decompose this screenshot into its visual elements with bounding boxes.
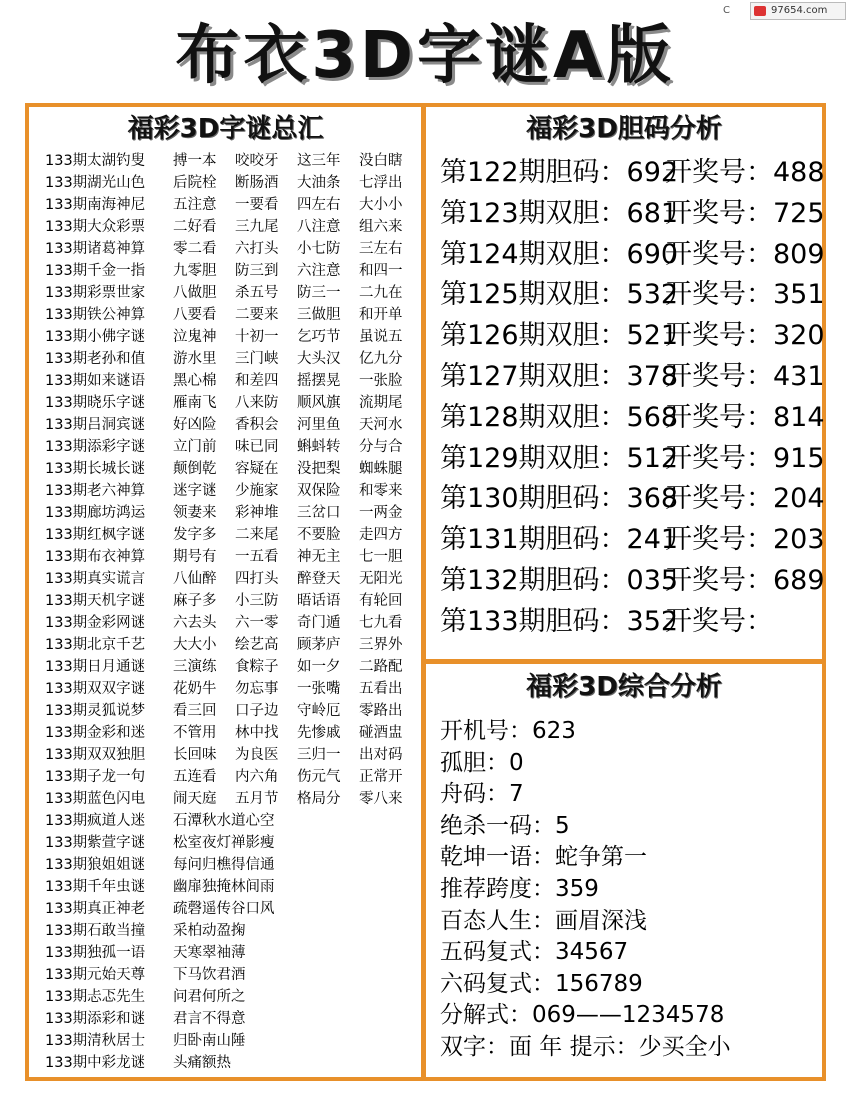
dan-list [440, 153, 824, 643]
dan-code: 第133期胆码：352 [440, 605, 679, 637]
riddle-row [45, 590, 421, 612]
riddle-row [45, 678, 421, 700]
riddle-row [45, 788, 421, 810]
riddle-clue: 先惨戚 [297, 725, 341, 741]
riddle-clue: 头痛额热 [173, 1055, 231, 1071]
riddle-row [45, 722, 421, 744]
riddle-clue: 走四方 [359, 527, 403, 543]
riddle-clue: 杀五号 [235, 285, 279, 301]
riddle-clue: 防三到 [235, 263, 279, 279]
riddle-source: 133期独孤一语 [45, 945, 146, 961]
riddle-clue: 这三年 [297, 153, 341, 169]
riddle-source: 133期大众彩票 [45, 219, 146, 235]
riddle-source: 133期长城长谜 [45, 461, 146, 477]
riddle-row [45, 194, 421, 216]
riddle-source: 133期天机字谜 [45, 593, 146, 609]
riddle-row [45, 876, 421, 898]
riddle-source: 133期清秋居士 [45, 1033, 146, 1049]
riddle-clue: 乞巧节 [297, 329, 341, 345]
riddle-row [45, 898, 421, 920]
draw-number: 809 [773, 238, 825, 270]
riddle-clue: 六一零 [235, 615, 279, 631]
riddle-clue: 后院栓 [173, 175, 217, 191]
riddle-clue: 搏一本 [173, 153, 217, 169]
riddle-clue: 伤元气 [297, 769, 341, 785]
draw-label: 开奖号： [665, 442, 773, 474]
riddle-row [45, 986, 421, 1008]
riddle-clue: 内六角 [235, 769, 279, 785]
riddle-source: 133期老六神算 [45, 483, 146, 499]
riddle-clue: 没白瞎 [359, 153, 403, 169]
riddle-row [45, 524, 421, 546]
riddle-source: 133期老孙和值 [45, 351, 146, 367]
draw-label: 开奖号： [665, 483, 773, 515]
riddle-source: 133期真实谎言 [45, 571, 146, 587]
riddle-clue: 三岔口 [297, 505, 341, 521]
riddle-clue: 雁南飞 [173, 395, 217, 411]
analysis-panel-title: 福彩3D综合分析 [526, 672, 722, 702]
dan-row [440, 357, 824, 398]
riddle-row [45, 964, 421, 986]
riddle-clue: 一两金 [359, 505, 403, 521]
analysis-list [440, 716, 824, 1064]
riddle-source: 133期太湖钓叟 [45, 153, 146, 169]
riddle-clue: 三左右 [359, 241, 403, 257]
riddle-row [45, 348, 421, 370]
riddle-clue: 七九看 [359, 615, 403, 631]
riddle-clue: 有轮回 [359, 593, 403, 609]
riddle-row [45, 436, 421, 458]
column-divider [421, 103, 426, 1081]
draw-label: 开奖号： [665, 157, 773, 188]
riddle-clue: 蝌蚪转 [297, 439, 341, 455]
riddle-clue: 和开单 [359, 307, 403, 323]
riddle-clue: 顾茅庐 [297, 637, 341, 653]
riddle-clue: 蜘蛛腿 [359, 461, 403, 477]
riddle-row [45, 282, 421, 304]
riddle-source: 133期中彩龙谜 [45, 1055, 146, 1071]
dan-row [440, 439, 824, 480]
riddle-row [45, 744, 421, 766]
riddle-clue: 河里鱼 [297, 417, 341, 433]
draw-number: 204 [773, 483, 825, 515]
dan-code: 第122期胆码：692 [440, 157, 679, 188]
riddle-clue: 绘艺高 [235, 637, 279, 653]
riddle-clue: 正常开 [359, 769, 403, 785]
riddle-row [45, 150, 421, 172]
riddle-clue: 零二看 [173, 241, 217, 257]
riddle-row [45, 304, 421, 326]
riddle-clue: 和四一 [359, 263, 403, 279]
draw-number: 320 [773, 320, 825, 352]
riddle-source: 133期子龙一句 [45, 769, 146, 785]
riddle-row [45, 612, 421, 634]
riddle-source: 133期南海神尼 [45, 197, 146, 213]
riddle-row [45, 854, 421, 876]
analysis-line: 六码复式：156789 [440, 970, 643, 997]
dan-code: 第129期双胆：512 [440, 442, 679, 474]
riddle-source: 133期石敢当撞 [45, 923, 146, 939]
draw-label: 开奖号： [665, 401, 773, 433]
riddle-clue: 八要看 [173, 307, 217, 323]
riddle-row [45, 1052, 421, 1074]
riddle-clue: 大头汉 [297, 351, 341, 367]
dan-code: 第123期双胆：681 [440, 197, 679, 229]
riddle-clue: 醉登天 [297, 571, 341, 587]
riddle-clue: 五看出 [359, 681, 403, 697]
riddle-clue: 三演练 [173, 659, 217, 675]
riddle-clue: 二来尾 [235, 527, 279, 543]
riddle-source: 133期金彩网谜 [45, 615, 146, 631]
riddle-clue: 无阳光 [359, 571, 403, 587]
riddle-clue: 二要来 [235, 307, 279, 323]
riddle-row [45, 634, 421, 656]
draw-number: 725 [773, 197, 825, 229]
riddle-clue: 小七防 [297, 241, 341, 257]
riddle-source: 133期紫萱字谜 [45, 835, 146, 851]
draw-number: 351 [773, 279, 825, 311]
draw-label: 开奖号： [665, 238, 773, 270]
analysis-line: 五码复式：34567 [440, 939, 629, 966]
draw-number: 431 [773, 360, 825, 392]
riddle-clue: 出对码 [359, 747, 403, 763]
riddle-clue: 长回味 [173, 747, 217, 763]
dan-row [440, 561, 824, 602]
riddle-clue: 香积会 [235, 417, 279, 433]
riddle-source: 133期狼姐姐谜 [45, 857, 146, 873]
dan-row [440, 316, 824, 357]
riddle-source: 133期灵狐说梦 [45, 703, 146, 719]
draw-number: 689 [773, 564, 825, 596]
riddle-clue: 幽扉独掩林间雨 [173, 879, 275, 895]
dan-row [440, 153, 824, 194]
riddle-source: 133期千金一指 [45, 263, 146, 279]
riddle-source: 133期廊坊鸿运 [45, 505, 146, 521]
riddle-clue: 神无主 [297, 549, 341, 565]
dan-row [440, 235, 824, 276]
riddle-row [45, 458, 421, 480]
riddle-row [45, 766, 421, 788]
riddle-clue: 味已同 [235, 439, 279, 455]
riddle-clue: 归卧南山陲 [173, 1033, 246, 1049]
riddles-list [45, 150, 421, 1074]
riddle-source: 133期吕洞宾谜 [45, 417, 146, 433]
riddle-clue: 二好看 [173, 219, 217, 235]
riddle-clue: 游水里 [173, 351, 217, 367]
analysis-line: 绝杀一码：5 [440, 812, 570, 839]
riddle-clue: 一五看 [235, 549, 279, 565]
riddle-clue: 虽说五 [359, 329, 403, 345]
riddle-clue: 三归一 [297, 747, 341, 763]
riddle-row [45, 502, 421, 524]
riddle-clue: 六去头 [173, 615, 217, 631]
riddle-row [45, 260, 421, 282]
riddle-clue: 好凶险 [173, 417, 217, 433]
watermark-url: 97654.com [771, 5, 828, 16]
riddle-clue: 八仙醉 [173, 571, 217, 587]
riddle-clue: 疏磬遥传谷口风 [173, 901, 275, 917]
riddle-row [45, 920, 421, 942]
dan-code: 第124期双胆：690 [440, 238, 679, 270]
riddle-clue: 三界外 [359, 637, 403, 653]
riddle-source: 133期布衣神算 [45, 549, 146, 565]
riddle-clue: 八做胆 [173, 285, 217, 301]
riddle-clue: 如一夕 [297, 659, 341, 675]
riddle-clue: 口子边 [235, 703, 279, 719]
riddle-source: 133期红枫字谜 [45, 527, 146, 543]
riddle-row [45, 326, 421, 348]
riddle-source: 133期湖光山色 [45, 175, 146, 191]
riddle-row [45, 700, 421, 722]
analysis-line: 开机号：623 [440, 718, 576, 744]
riddle-clue: 看三回 [173, 703, 217, 719]
riddle-clue: 二路配 [359, 659, 403, 675]
dan-row [440, 520, 824, 561]
riddle-row [45, 216, 421, 238]
riddle-clue: 采柏动盈掬 [173, 923, 246, 939]
analysis-line: 乾坤一语：蛇争第一 [440, 844, 647, 871]
riddle-clue: 三九尾 [235, 219, 279, 235]
riddle-clue: 天寒翠袖薄 [173, 945, 246, 961]
riddle-clue: 迷字谜 [173, 483, 217, 499]
riddle-clue: 少施家 [235, 483, 279, 499]
riddle-clue: 零路出 [359, 703, 403, 719]
riddle-clue: 颠倒乾 [173, 461, 217, 477]
riddle-clue: 断肠酒 [235, 175, 279, 191]
riddle-clue: 大大小 [173, 637, 217, 653]
riddle-source: 133期添彩字谜 [45, 439, 146, 455]
riddle-source: 133期千年虫谜 [45, 879, 146, 895]
dan-row [440, 479, 824, 520]
riddle-clue: 立门前 [173, 439, 217, 455]
watermark-prefix: C [723, 5, 730, 16]
riddle-clue: 发字多 [173, 527, 217, 543]
draw-number: 203 [773, 524, 825, 556]
riddle-clue: 双保险 [297, 483, 341, 499]
riddle-clue: 咬咬牙 [235, 153, 279, 169]
riddle-clue: 九零胆 [173, 263, 217, 279]
riddle-clue: 泣鬼神 [173, 329, 217, 345]
analysis-line: 分解式：069——1234578 [440, 1002, 725, 1029]
riddle-row [45, 238, 421, 260]
riddle-source: 133期真正神老 [45, 901, 146, 917]
analysis-line: 双字：面 年 提示：少买全小 [440, 1033, 731, 1060]
riddle-clue: 闹天庭 [173, 791, 217, 807]
riddle-clue: 顺风旗 [297, 395, 341, 411]
riddle-clue: 三门峡 [235, 351, 279, 367]
riddle-clue: 分与合 [359, 439, 403, 455]
dan-code: 第131期胆码：241 [440, 524, 679, 556]
dan-row [440, 602, 824, 643]
riddle-clue: 防三一 [297, 285, 341, 301]
dan-row [440, 275, 824, 316]
riddle-row [45, 810, 421, 832]
riddle-clue: 五连看 [173, 769, 217, 785]
riddle-row [45, 172, 421, 194]
riddle-clue: 七浮出 [359, 175, 403, 191]
riddle-clue: 一要看 [235, 197, 279, 213]
draw-label: 开奖号： [665, 320, 773, 352]
draw-label: 开奖号： [665, 564, 773, 596]
riddle-source: 133期彩票世家 [45, 285, 146, 301]
riddle-clue: 不要脸 [297, 527, 341, 543]
draw-label: 开奖号： [665, 279, 773, 311]
riddle-source: 133期小佛字谜 [45, 329, 146, 345]
riddle-clue: 领妻来 [173, 505, 217, 521]
riddles-panel-title: 福彩3D字谜总汇 [127, 114, 324, 144]
riddle-clue: 花奶牛 [173, 681, 217, 697]
riddle-clue: 每问归樵得信通 [173, 857, 275, 873]
riddle-clue: 三做胆 [297, 307, 341, 323]
riddle-clue: 天河水 [359, 417, 403, 433]
riddle-row [45, 832, 421, 854]
draw-label: 开奖号： [665, 197, 773, 229]
analysis-line: 百态人生：画眉深浅 [440, 907, 647, 934]
draw-number: 814 [773, 401, 825, 433]
riddle-clue: 四打头 [235, 571, 279, 587]
analysis-line: 孤胆：0 [440, 749, 524, 776]
riddle-source: 133期如来谜语 [45, 373, 146, 389]
riddle-row [45, 546, 421, 568]
riddle-clue: 问君何所之 [173, 989, 246, 1005]
riddle-clue: 林中找 [235, 725, 279, 741]
riddle-clue: 石潭秋水道心空 [173, 813, 275, 829]
draw-number: 488 [773, 157, 825, 188]
riddle-clue: 奇门遁 [297, 615, 341, 631]
right-panel-divider [424, 659, 826, 664]
riddle-source: 133期添彩和谜 [45, 1011, 146, 1027]
dan-row [440, 194, 824, 235]
riddle-clue: 四左右 [297, 197, 341, 213]
riddle-clue: 摇摆晃 [297, 373, 341, 389]
riddle-clue: 没把梨 [297, 461, 341, 477]
riddle-clue: 大油条 [297, 175, 341, 191]
riddle-clue: 八注意 [297, 219, 341, 235]
riddle-clue: 格局分 [297, 791, 341, 807]
riddle-source: 133期北京千艺 [45, 637, 146, 653]
riddle-clue: 六注意 [297, 263, 341, 279]
dan-code: 第125期双胆：532 [440, 279, 679, 311]
riddle-clue: 一张嘴 [297, 681, 341, 697]
riddle-row [45, 392, 421, 414]
riddle-clue: 流期尾 [359, 395, 403, 411]
riddle-clue: 亿九分 [359, 351, 403, 367]
dan-code: 第127期双胆：378 [440, 360, 679, 392]
riddle-row [45, 568, 421, 590]
dan-row [440, 398, 824, 439]
riddle-clue: 期号有 [173, 549, 217, 565]
riddle-clue: 和差四 [235, 373, 279, 389]
riddle-source: 133期晓乐字谜 [45, 395, 146, 411]
draw-label: 开奖号： [665, 360, 773, 392]
riddle-row [45, 942, 421, 964]
riddle-clue: 君言不得意 [173, 1011, 246, 1027]
riddle-clue: 黑心棉 [173, 373, 217, 389]
riddle-clue: 十初一 [235, 329, 279, 345]
riddle-row [45, 414, 421, 436]
riddle-clue: 五注意 [173, 197, 217, 213]
analysis-line: 推荐跨度：359 [440, 875, 599, 902]
watermark-logo-icon [754, 6, 766, 16]
dan-code: 第128期双胆：568 [440, 401, 679, 433]
riddle-clue: 小三防 [235, 593, 279, 609]
riddle-clue: 松室夜灯禅影瘦 [173, 835, 275, 851]
analysis-line: 舟码：7 [440, 781, 524, 808]
riddle-clue: 八来防 [235, 395, 279, 411]
riddle-clue: 容疑在 [235, 461, 279, 477]
dan-panel-title: 福彩3D胆码分析 [526, 114, 722, 144]
riddle-source: 133期元始天尊 [45, 967, 146, 983]
riddle-clue: 一张脸 [359, 373, 403, 389]
riddle-row [45, 656, 421, 678]
riddle-clue: 麻子多 [173, 593, 217, 609]
draw-number: 915 [773, 442, 825, 474]
riddle-clue: 七一胆 [359, 549, 403, 565]
riddle-row [45, 1030, 421, 1052]
dan-code: 第132期胆码：035 [440, 564, 679, 596]
riddle-clue: 零八来 [359, 791, 403, 807]
riddle-clue: 下马饮君酒 [173, 967, 246, 983]
dan-code: 第130期胆码：368 [440, 483, 679, 515]
riddle-clue: 五月节 [235, 791, 279, 807]
riddle-row [45, 480, 421, 502]
page-title: 布衣3D字谜A版 [175, 19, 675, 93]
riddle-clue: 六打头 [235, 241, 279, 257]
riddle-clue: 守岭厄 [297, 703, 341, 719]
riddle-source: 133期忐忑先生 [45, 989, 146, 1005]
riddle-source: 133期疯道人迷 [45, 813, 146, 829]
riddle-source: 133期蓝色闪电 [45, 791, 146, 807]
riddle-row [45, 370, 421, 392]
riddle-source: 133期日月通谜 [45, 659, 146, 675]
draw-label: 开奖号： [665, 605, 773, 637]
riddle-clue: 大小小 [359, 197, 403, 213]
riddle-source: 133期双双字谜 [45, 681, 146, 697]
riddle-clue: 晤话语 [297, 593, 341, 609]
riddle-clue: 不管用 [173, 725, 217, 741]
riddle-source: 133期诸葛神算 [45, 241, 146, 257]
riddle-clue: 碰酒盅 [359, 725, 403, 741]
riddle-clue: 和零来 [359, 483, 403, 499]
riddle-clue: 彩神堆 [235, 505, 279, 521]
riddle-source: 133期双双独胆 [45, 747, 146, 763]
riddle-source: 133期金彩和迷 [45, 725, 146, 741]
riddle-clue: 勿忘事 [235, 681, 279, 697]
draw-label: 开奖号： [665, 524, 773, 556]
riddle-clue: 食粽子 [235, 659, 279, 675]
riddle-row [45, 1008, 421, 1030]
riddle-source: 133期铁公神算 [45, 307, 146, 323]
riddle-clue: 为良医 [235, 747, 279, 763]
riddle-clue: 二九在 [359, 285, 403, 301]
dan-code: 第126期双胆：521 [440, 320, 679, 352]
riddle-clue: 组六来 [359, 219, 403, 235]
